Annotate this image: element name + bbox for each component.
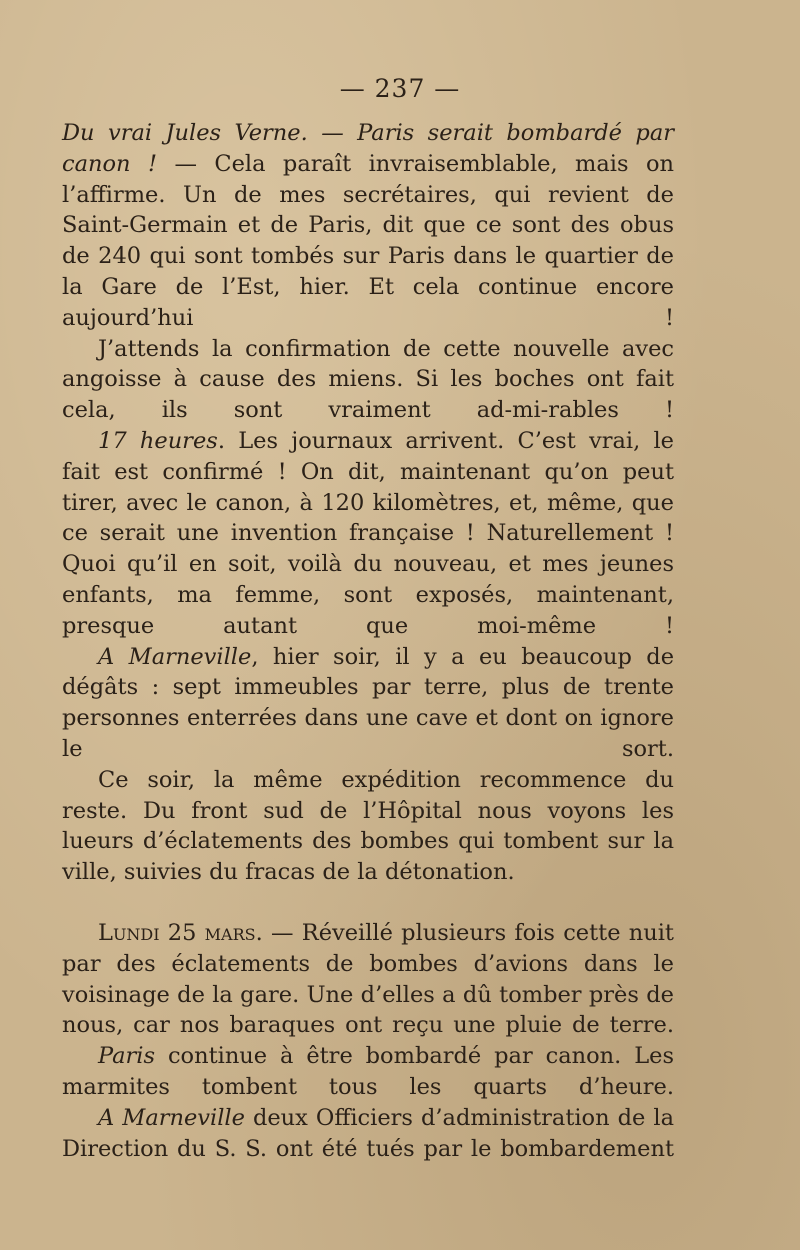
paragraph-text: , hier soir, il y a eu beaucoup de dégâts : sept immeubles par terre, plus de trente personnes enterrées dans une cave et dont on ignore le sort. bbox=[62, 643, 675, 762]
paragraph-text: — Cela paraît invraisemblable, mais on l’affirme. Un de mes secrétaires, qui revient de Saint-Germain et de Paris, dit que ce sont des obus de 240 qui sont tombés sur Paris dans le quartier de la Gare de l’Est, hier. Et cela continue encore aujourd’hui ! bbox=[62, 150, 674, 331]
paragraph-text: Ce soir, la même expédition recommence du reste. Du front sud de l’Hôpital nous voyons les lueurs d’éclatements des bombes qui tombent sur la ville, suivies du fracas de la détonation. bbox=[62, 766, 674, 886]
paragraph-text: J’attends la confirmation de cette nouvelle avec angoisse à cause des miens. Si les boches ont fait cela, ils sont vraiment ad-mi-rables ! bbox=[62, 335, 674, 424]
time-label: 17 heures bbox=[98, 427, 218, 454]
place-name: A Marneville bbox=[98, 643, 252, 670]
paragraph bbox=[62, 642, 674, 765]
date-heading: Lundi 25 mars bbox=[98, 919, 256, 946]
place-name: A Marneville bbox=[98, 1104, 245, 1131]
paragraph bbox=[62, 918, 674, 1041]
paragraph bbox=[62, 426, 674, 642]
paragraph-text: . — Réveillé plusieurs fois cette nuit par des éclatements de bombes d’avions dans le voisinage de la gare. Une d’elles a dû tomber près de nous, car nos baraques ont reçu une pluie de terre. bbox=[62, 919, 674, 1039]
section-gap bbox=[62, 888, 674, 918]
place-name: Paris bbox=[98, 1043, 156, 1070]
paragraph bbox=[62, 765, 674, 888]
paragraph-text: continue à être bombardé par canon. Les marmites tombent tous les quarts d’heure. bbox=[62, 1043, 674, 1100]
page-number: — 237 — bbox=[339, 74, 461, 103]
body-text bbox=[62, 118, 674, 1164]
paragraph-text: deux Officiers d’administration de la Direction du S. S. ont été tués par le bombardement bbox=[62, 1104, 675, 1162]
italic-lead: Du vrai Jules Verne. — Paris serait bombardé par canon ! bbox=[62, 120, 674, 177]
paragraph bbox=[62, 334, 674, 426]
paragraph bbox=[62, 1103, 674, 1165]
paragraph bbox=[62, 1041, 674, 1103]
paragraph-text: . Les journaux arrivent. C’est vrai, le fait est confirmé ! On dit, maintenant qu’on peut tirer, avec le canon, à 120 kilomètres, et, même, que ce serait une invention française ! Naturellement ! Quoi qu’il en soit, voilà du nouveau, et mes jeunes enfants, ma femme, sont exposés, maintenant, presque autant que moi-même ! bbox=[62, 427, 674, 639]
paragraph bbox=[62, 118, 674, 334]
